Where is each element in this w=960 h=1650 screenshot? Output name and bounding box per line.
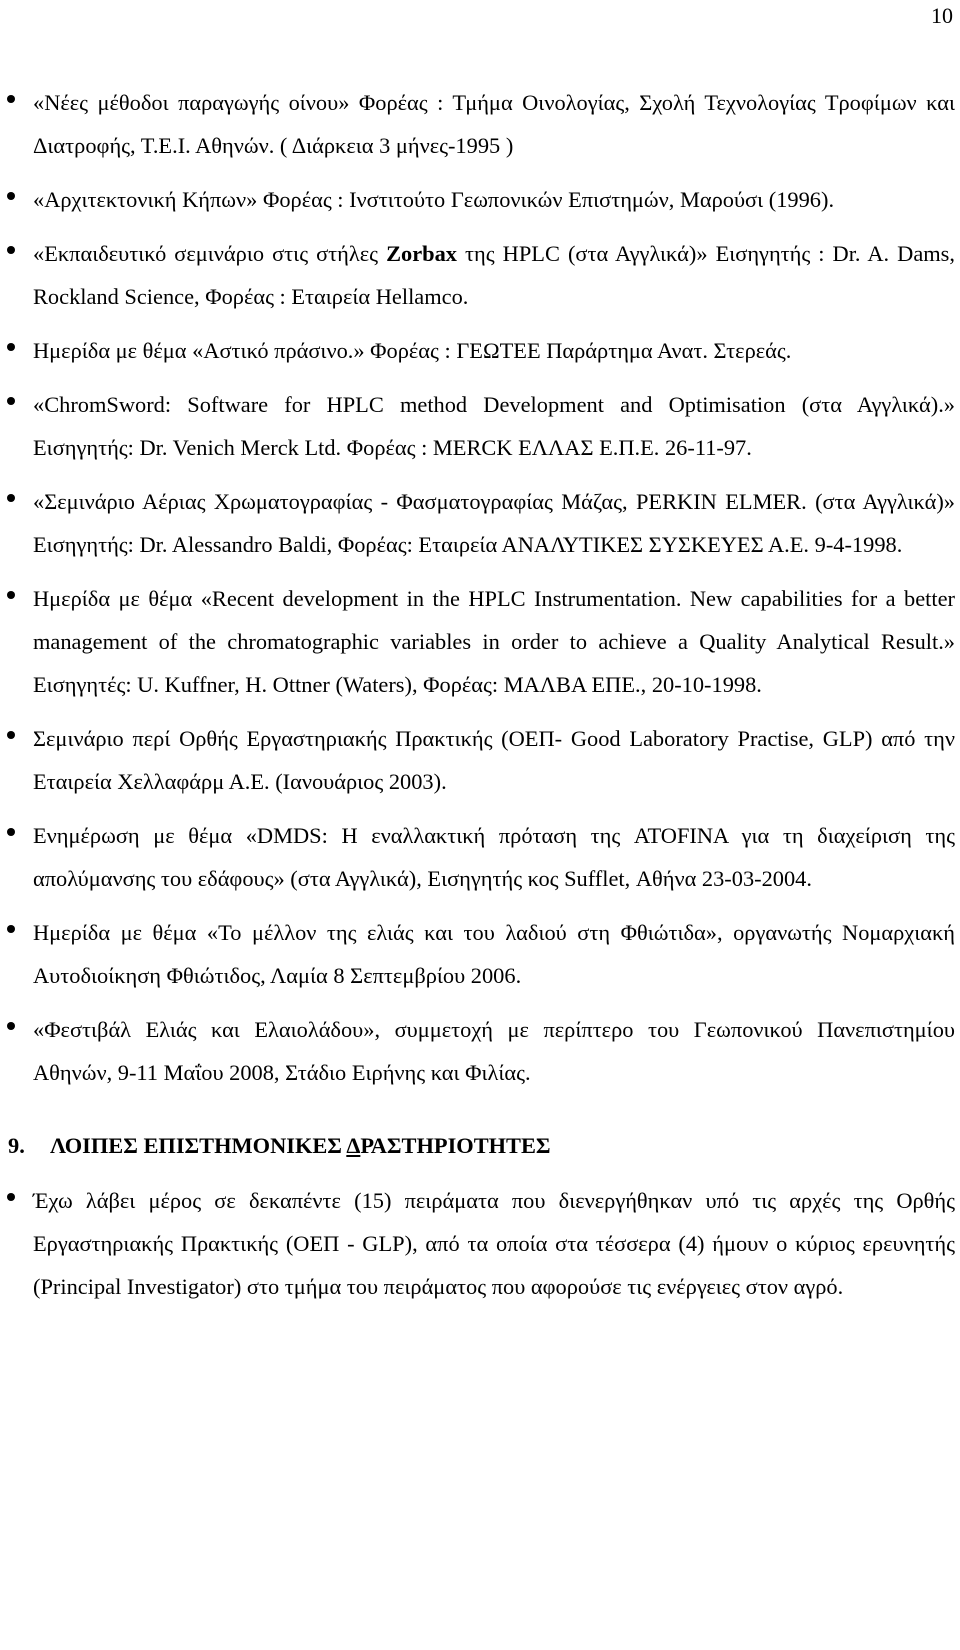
bullet-icon [7, 192, 15, 200]
list-item [33, 814, 955, 900]
list-item [33, 383, 955, 469]
activities-list [33, 1179, 955, 1308]
list-item [33, 232, 955, 318]
document-body [8, 81, 955, 1319]
bullet-icon [7, 343, 15, 351]
list-item-text: Έχω λάβει μέρος σε δεκαπέντε (15) πειράματα που διενεργήθηκαν υπό τις αρχές της Ορθής Εργαστηριακής Πρακτικής (ΟΕΠ - GLP), από τα οποία στα τέσσερα (4) ήμουν ο κύριος ερευνητής (Principal Investigator) στο τμήμα του πειράματος που αφορούσε τις ενέργειες στον αγρό. [33, 1188, 955, 1299]
bullet-icon [7, 494, 15, 502]
section-number: 9. [8, 1133, 25, 1158]
bold-term: Zorbax [386, 241, 457, 266]
list-item-text: Ημερίδα με θέμα «Το μέλλον της ελιάς και του λαδιού στη Φθιώτιδα», οργανωτής Νομαρχιακή Αυτοδιοίκηση Φθιώτιδος, Λαμία 8 Σεπτεμβρίου 2006. [33, 920, 955, 988]
list-item [33, 1008, 955, 1094]
list-item-text: Ενημέρωση με θέμα «DMDS: Η εναλλακτική πρόταση της ATOFINA για τη διαχείριση της απολύμανσης του εδάφους» (στα Αγγλικά), Εισηγητής κος Sufflet, Αθήνα 23-03-2004. [33, 823, 955, 891]
list-item [33, 178, 955, 221]
bullet-icon [7, 1193, 15, 1201]
list-item [33, 577, 955, 706]
bullet-icon [7, 1022, 15, 1030]
list-item [33, 1179, 955, 1308]
bullet-icon [7, 731, 15, 739]
bullet-icon [7, 95, 15, 103]
list-item [33, 329, 955, 372]
section-title-underlined: Δ [346, 1133, 361, 1158]
bullet-icon [7, 397, 15, 405]
list-item-text: «Φεστιβάλ Ελιάς και Ελαιολάδου», συμμετοχή με περίπτερο του Γεωπονικού Πανεπιστημίου Αθηνών, 9-11 Μαΐου 2008, Στάδιο Ειρήνης και Φιλίας. [33, 1017, 955, 1085]
section-title-part: ΡΑΣΤΗΡΙΟΤΗΤΕΣ [360, 1133, 551, 1158]
list-item [33, 717, 955, 803]
list-item [33, 480, 955, 566]
bullet-icon [7, 828, 15, 836]
page-number: 10 [931, 3, 953, 28]
list-item-text: «Νέες μέθοδοι παραγωγής οίνου» Φορέας : Τμήμα Οινολογίας, Σχολή Τεχνολογίας Τροφίμων και Διατροφής, Τ.Ε.Ι. Αθηνών. ( Διάρκεια 3 μήνες-1995 ) [33, 90, 955, 158]
list-item-text: «ChromSword: Software for HPLC method Development and Optimisation (στα Αγγλικά).» Εισηγητής: Dr. Venich Merck Ltd. Φορέας : MERCK ΕΛΛΑΣ Ε.Π.Ε. 26-11-97. [33, 392, 955, 460]
list-item-text: Ημερίδα με θέμα «Αστικό πράσινο.» Φορέας : ΓΕΩΤΕΕ Παράρτημα Ανατ. Στερεάς. [33, 338, 792, 363]
list-item [33, 81, 955, 167]
list-item-text: «Αρχιτεκτονική Κήπων» Φορέας : Ινστιτούτο Γεωπονικών Επιστημών, Μαρούσι (1996). [33, 187, 835, 212]
list-item-text: Ημερίδα με θέμα «Recent development in the HPLC Instrumentation. New capabilities for a better management of the chromatographic variables in order to achieve a Quality Analytical Result.» Εισηγητές: U. Kuffner, H. Ottner (Waters), Φορέας: ΜΑΛΒΑ ΕΠΕ., 20-10-1998. [33, 586, 955, 697]
bullet-icon [7, 925, 15, 933]
seminar-list [33, 81, 955, 1094]
bullet-icon [7, 591, 15, 599]
section-heading [0, 1124, 955, 1167]
text-run: της HPLC (στα Αγγλικά)» Εισηγητής : Dr. A. Dams, Rockland Science, Φορέας : Εταιρεία Hellamco. [33, 241, 955, 309]
list-item-text: «Σεμινάριο Αέριας Χρωματογραφίας - Φασματογραφίας Μάζας, PERKIN ELMER. (στα Αγγλικά)» Εισηγητής: Dr. Alessandro Baldi, Φορέας: Εταιρεία ΑΝΑΛΥΤΙΚΕΣ ΣΥΣΚΕΥΕΣ Α.Ε. 9-4-1998. [33, 489, 955, 557]
text-run: «Εκπαιδευτικό σεμινάριο στις στήλες [33, 241, 387, 266]
list-item-text [33, 232, 955, 318]
bullet-icon [7, 246, 15, 254]
section-title-part: ΛΟΙΠΕΣ ΕΠΙΣΤΗΜΟΝΙΚΕΣ [50, 1133, 347, 1158]
list-item [33, 911, 955, 997]
list-item-text: Σεμινάριο περί Ορθής Εργαστηριακής Πρακτικής (ΟΕΠ- Good Laboratory Practise, GLP) από την Εταιρεία Χελλαφάρμ Α.Ε. (Ιανουάριος 2003). [33, 726, 955, 794]
